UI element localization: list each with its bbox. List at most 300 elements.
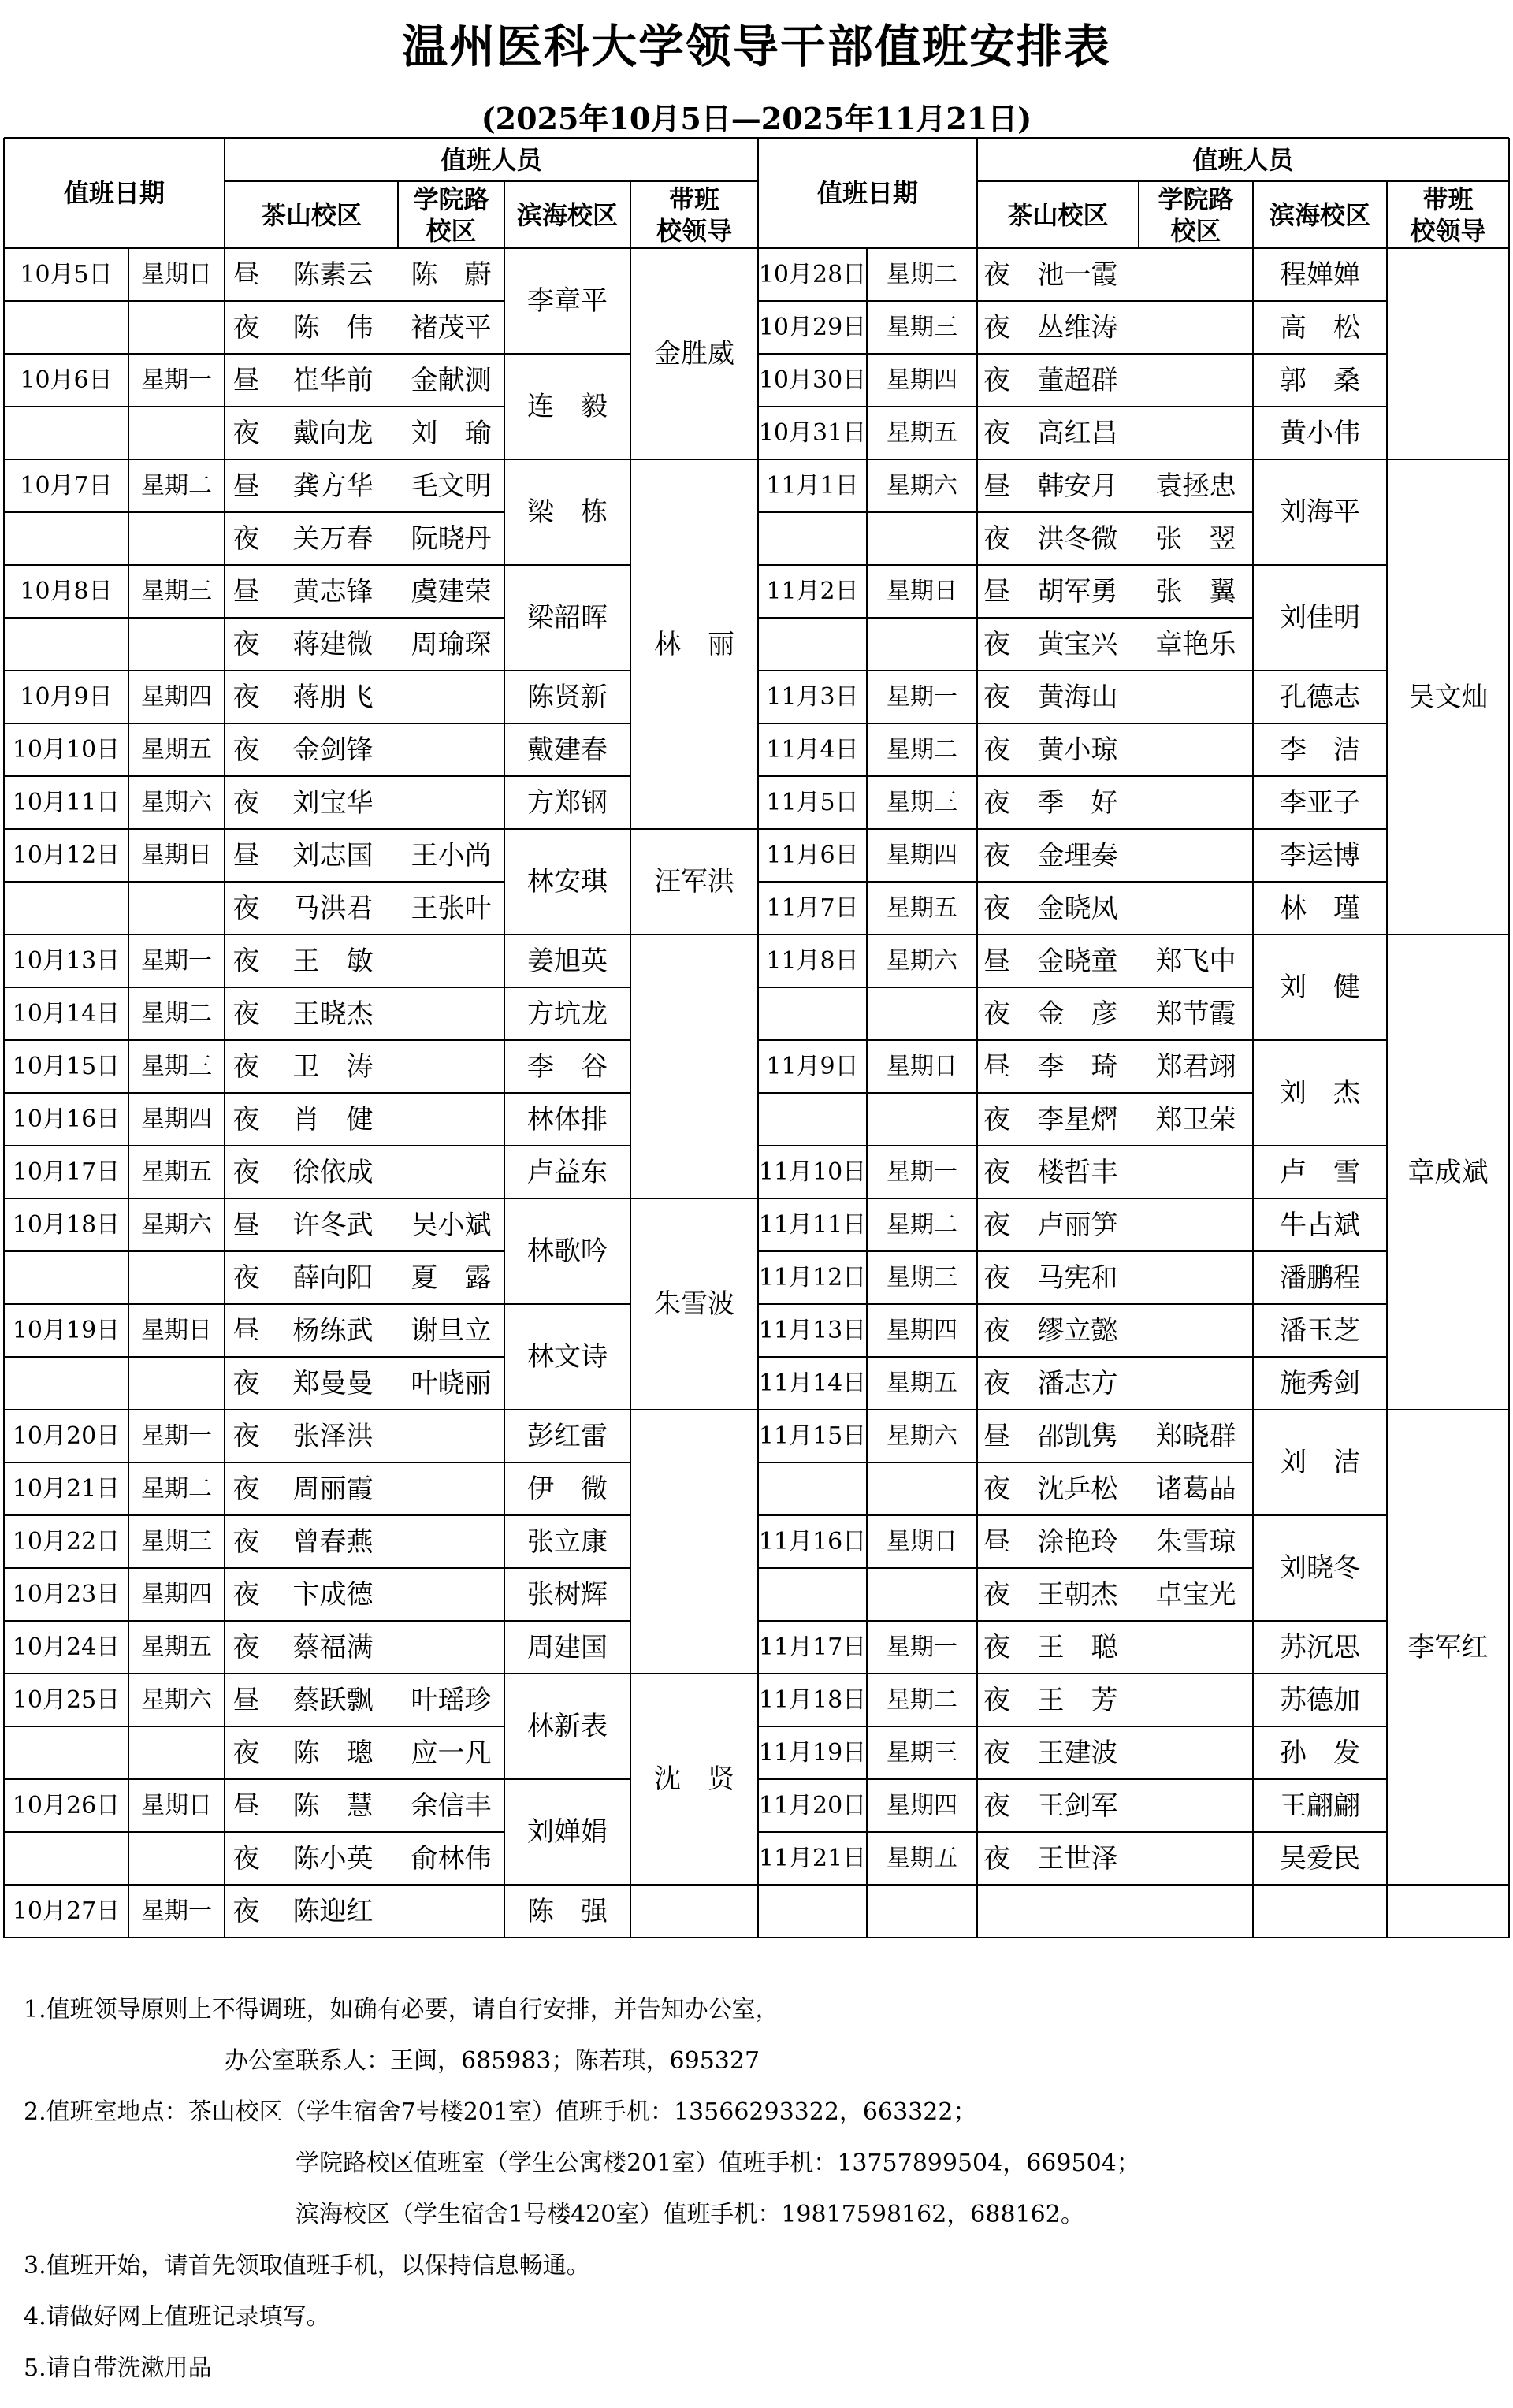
xueyuanlu-staff [398,1093,504,1146]
xueyuanlu-staff: 郑君翊 [1155,1050,1236,1083]
shift: 夜 [983,417,1010,449]
header-duty-date: 值班日期 [816,178,918,208]
xueyuanlu-staff: 周瑜琛 [411,628,492,660]
shift: 夜 [983,1262,1010,1294]
duty-date: 10月18日 [12,1210,121,1239]
chashan-staff: 陈素云 [292,258,374,291]
shift: 夜 [232,734,260,766]
shift: 夜 [983,1631,1010,1663]
shift: 夜 [232,945,260,977]
shift: 夜 [983,892,1010,924]
shift: 夜 [232,1050,260,1083]
leader-on-duty: 金胜威 [654,338,734,370]
chashan-staff: 王朝杰 [1037,1578,1118,1611]
weekday: 星期五 [887,418,957,447]
weekday: 星期五 [887,894,957,922]
weekday: 星期四 [141,1105,212,1133]
header-binhai: 滨海校区 [516,199,618,230]
xueyuanlu-staff: 吴小斌 [411,1209,492,1241]
weekday [867,512,977,565]
shift: 夜 [983,258,1010,291]
weekday: 星期三 [887,1738,957,1767]
weekday: 星期日 [887,1052,957,1080]
duty-date: 11月15日 [758,1421,867,1450]
weekday: 星期日 [141,260,212,288]
weekday: 星期一 [141,1897,212,1925]
note-line: 5.请自带洗漱用品 [24,2354,212,2382]
leader-on-duty: 汪军洪 [654,866,734,897]
chashan-staff: 蒋朋飞 [292,681,374,713]
shift: 昼 [232,839,260,871]
binhai-staff: 刘 洁 [1280,1447,1360,1478]
duty-date: 10月22日 [12,1527,121,1555]
xueyuanlu-staff: 褚茂平 [411,311,492,344]
weekday: 星期四 [141,682,212,711]
note-line: 2.值班室地点：茶山校区（学生宿舍7号楼201室）值班手机：13566293322，663322； [24,2098,977,2126]
weekday: 星期日 [141,1316,212,1344]
chashan-staff: 陈迎红 [292,1895,374,1927]
duty-date: 10月27日 [12,1897,121,1925]
weekday: 星期日 [887,1527,957,1555]
binhai-staff: 彭红雷 [527,1420,608,1452]
duty-date: 11月19日 [758,1738,867,1767]
header-duty-staff: 值班人员 [1192,144,1294,175]
duty-date: 10月7日 [20,471,113,500]
shift: 夜 [232,681,260,713]
chashan-staff: 黄小琼 [1037,734,1118,766]
xueyuanlu-staff [1139,1779,1253,1832]
shift: 夜 [232,628,260,660]
xueyuanlu-staff [398,1515,504,1568]
shift: 夜 [983,1789,1010,1822]
leader-on-duty: 朱雪波 [654,1288,734,1320]
shift: 夜 [232,417,260,449]
weekday: 星期四 [887,366,957,394]
shift: 夜 [232,1156,260,1188]
weekday [867,1885,977,1938]
weekday: 星期五 [887,1369,957,1397]
duty-date: 10月8日 [20,577,113,605]
chashan-staff: 肖 健 [292,1103,374,1135]
chashan-staff: 沈乒松 [1037,1473,1118,1505]
duty-date: 10月19日 [12,1316,121,1344]
chashan-staff: 韩安月 [1037,470,1118,502]
chashan-staff: 金 彦 [1037,998,1118,1030]
xueyuanlu-staff: 金献测 [411,364,492,396]
chashan-staff: 关万春 [292,522,374,555]
leader-on-duty: 沈 贤 [654,1763,734,1795]
duty-date: 11月18日 [758,1685,867,1714]
duty-date [758,618,867,671]
xueyuanlu-staff: 叶晓丽 [411,1367,492,1399]
duty-date [758,1462,867,1515]
weekday: 星期日 [141,841,212,869]
weekday: 星期一 [887,682,957,711]
binhai-staff: 孙 发 [1280,1737,1360,1769]
duty-date: 11月9日 [766,1052,859,1080]
duty-date [4,1832,128,1885]
xueyuanlu-staff [398,723,504,776]
binhai-staff: 孔德志 [1280,681,1360,713]
xueyuanlu-staff [1139,671,1253,723]
weekday [128,1251,225,1304]
weekday: 星期六 [141,788,212,816]
xueyuanlu-staff [1139,1198,1253,1251]
duty-date: 10月16日 [12,1105,121,1133]
weekday [867,618,977,671]
binhai-staff: 梁韶晖 [527,602,608,634]
xueyuanlu-staff [1139,1885,1253,1938]
shift: 夜 [983,1737,1010,1769]
duty-date: 11月16日 [758,1527,867,1555]
binhai-staff: 苏德加 [1280,1684,1360,1716]
binhai-staff: 刘婵娟 [527,1816,608,1848]
binhai-staff: 连 毅 [527,391,608,422]
chashan-staff: 杨练武 [292,1314,374,1347]
xueyuanlu-staff [398,671,504,723]
duty-date: 10月31日 [758,418,867,447]
header-xueyuanlu: 学院路 校区 [413,184,489,246]
shift: 昼 [983,1525,1010,1558]
chashan-staff: 马洪君 [292,892,374,924]
duty-date [4,618,128,671]
xueyuanlu-staff: 卓宝光 [1155,1578,1236,1611]
duty-date: 11月4日 [766,735,859,764]
chashan-staff: 季 好 [1037,786,1118,819]
duty-date: 11月8日 [766,946,859,975]
chashan-staff: 卢丽笋 [1037,1209,1118,1241]
header-duty-date: 值班日期 [63,178,165,208]
weekday [128,1357,225,1410]
duty-date: 11月2日 [766,577,859,605]
weekday: 星期五 [887,1844,957,1872]
duty-date: 10月13日 [12,946,121,975]
shift: 夜 [232,1525,260,1558]
header-chashan: 茶山校区 [260,199,362,230]
weekday: 星期三 [141,1527,212,1555]
binhai-staff: 张立康 [527,1525,608,1558]
weekday [128,407,225,459]
binhai-staff: 林文诗 [527,1341,608,1373]
weekday [867,1462,977,1515]
shift: 夜 [983,998,1010,1030]
chashan-staff: 金晓凤 [1037,892,1118,924]
weekday: 星期三 [887,788,957,816]
binhai-staff: 卢益东 [527,1156,608,1188]
binhai-staff: 郭 桑 [1280,364,1360,396]
shift: 夜 [232,1262,260,1294]
duty-date: 10月17日 [12,1158,121,1186]
xueyuanlu-staff [398,1410,504,1462]
shift: 夜 [983,681,1010,713]
binhai-staff: 潘鹏程 [1280,1262,1360,1294]
duty-date [4,512,128,565]
header-leader: 带班 校领导 [656,184,732,246]
xueyuanlu-staff: 张 翼 [1155,575,1236,608]
duty-date [758,1885,867,1938]
binhai-staff: 吴爱民 [1280,1842,1360,1875]
binhai-staff: 施秀剑 [1280,1367,1360,1399]
weekday [128,301,225,354]
shift: 夜 [232,1842,260,1875]
binhai-staff: 刘 杰 [1280,1077,1360,1109]
duty-date: 10月9日 [20,682,113,711]
weekday: 星期二 [141,471,212,500]
binhai-staff: 戴建春 [527,734,608,766]
binhai-staff: 王翩翩 [1280,1789,1360,1822]
duty-date: 11月12日 [758,1263,867,1291]
xueyuanlu-staff [398,935,504,987]
chashan-staff: 许冬武 [292,1209,374,1241]
binhai-staff: 林 瑾 [1280,892,1360,924]
chashan-staff: 董超群 [1037,364,1118,396]
shift: 夜 [983,1684,1010,1716]
chashan-staff: 王剑军 [1037,1789,1118,1822]
duty-date: 11月20日 [758,1791,867,1819]
weekday: 星期四 [887,841,957,869]
shift: 夜 [983,1578,1010,1611]
weekday: 星期一 [887,1158,957,1186]
duty-date: 11月3日 [766,682,859,711]
xueyuanlu-staff: 章艳乐 [1155,628,1236,660]
leader-on-duty [1387,1885,1509,1938]
xueyuanlu-staff [1139,1304,1253,1357]
chashan-staff: 陈小英 [292,1842,374,1875]
xueyuanlu-staff [1139,1832,1253,1885]
shift: 昼 [983,1050,1010,1083]
weekday: 星期六 [141,1210,212,1239]
header-binhai: 滨海校区 [1269,199,1370,230]
chashan-staff: 李 琦 [1037,1050,1118,1083]
shift: 夜 [983,522,1010,555]
chashan-staff: 黄海山 [1037,681,1118,713]
shift: 夜 [983,734,1010,766]
duty-date [4,1357,128,1410]
duty-date: 10月11日 [12,788,121,816]
header-xueyuanlu: 学院路 校区 [1158,184,1234,246]
chashan-staff: 马宪和 [1037,1262,1118,1294]
duty-date [758,512,867,565]
duty-date: 10月26日 [12,1791,121,1819]
binhai-staff: 林歌吟 [527,1236,608,1267]
note-line: 4.请做好网上值班记录填写。 [24,2303,330,2331]
page-title: 温州医科大学领导干部值班安排表 [401,20,1111,73]
xueyuanlu-staff [1139,1357,1253,1410]
binhai-staff: 陈贤新 [527,681,608,713]
chashan-staff: 戴向龙 [292,417,374,449]
weekday: 星期三 [887,313,957,341]
shift: 夜 [232,1473,260,1505]
chashan-staff: 洪冬微 [1037,522,1118,555]
shift: 昼 [232,575,260,608]
shift: 夜 [232,311,260,344]
xueyuanlu-staff [1139,1674,1253,1726]
binhai-staff: 姜旭英 [527,945,608,977]
weekday: 星期五 [141,735,212,764]
binhai-staff: 程婵婵 [1280,258,1360,291]
shift: 夜 [983,1209,1010,1241]
binhai-staff: 刘晓冬 [1280,1552,1360,1584]
shift: 昼 [983,1420,1010,1452]
weekday [128,618,225,671]
duty-date: 10月28日 [758,260,867,288]
leader-on-duty [630,1410,758,1674]
xueyuanlu-staff: 朱雪琼 [1155,1525,1236,1558]
chashan-staff: 金理奏 [1037,839,1118,871]
shift: 夜 [232,786,260,819]
chashan-staff: 高红昌 [1037,417,1118,449]
chashan-staff: 崔华前 [292,364,374,396]
chashan-staff: 胡军勇 [1037,575,1118,608]
shift: 夜 [983,1314,1010,1347]
duty-date [4,407,128,459]
duty-date: 11月1日 [766,471,859,500]
chashan-staff: 卞成德 [292,1578,374,1611]
xueyuanlu-staff: 郑节霞 [1155,998,1236,1030]
xueyuanlu-staff: 毛文明 [411,470,492,502]
chashan-staff: 金晓童 [1037,945,1118,977]
note-line: 学院路校区值班室（学生公寓楼201室）值班手机：13757899504，669504； [296,2150,1140,2177]
chashan-staff: 池一霞 [1037,258,1118,291]
chashan-staff: 王 聪 [1037,1631,1118,1663]
shift: 夜 [983,1156,1010,1188]
leader-on-duty: 章成斌 [1407,1156,1489,1188]
duty-date [4,1726,128,1779]
xueyuanlu-staff: 郑飞中 [1155,945,1236,977]
duty-date: 10月29日 [758,313,867,341]
xueyuanlu-staff [398,1568,504,1621]
header-duty-staff: 值班人员 [441,144,542,175]
weekday: 星期一 [141,366,212,394]
xueyuanlu-staff [1139,1621,1253,1674]
shift: 夜 [232,1631,260,1663]
duty-date: 10月12日 [12,841,121,869]
duty-date: 10月20日 [12,1421,121,1450]
binhai-staff: 林体排 [527,1103,608,1135]
binhai-staff: 伊 微 [527,1473,608,1505]
shift: 夜 [232,892,260,924]
xueyuanlu-staff [1139,723,1253,776]
xueyuanlu-staff [1139,776,1253,829]
duty-date [4,882,128,935]
chashan-staff: 陈 慧 [292,1789,374,1822]
chashan-staff: 缪立懿 [1037,1314,1118,1347]
chashan-staff: 郑曼曼 [292,1367,374,1399]
chashan-staff: 张泽洪 [292,1420,374,1452]
duty-date: 11月13日 [758,1316,867,1344]
shift: 夜 [983,1367,1010,1399]
note-line: 办公室联系人：王闽，685983；陈若琪，695327 [225,2047,760,2075]
chashan-staff: 周丽霞 [292,1473,374,1505]
date-range-subtitle: (2025年10月5日—2025年11月21日) [481,101,1032,136]
duty-date: 10月5日 [20,260,113,288]
chashan-staff: 蔡跃飘 [292,1684,374,1716]
shift: 夜 [232,1895,260,1927]
weekday: 星期二 [887,1210,957,1239]
shift: 昼 [983,470,1010,502]
weekday [867,987,977,1040]
duty-date: 10月30日 [758,366,867,394]
chashan-staff: 徐依成 [292,1156,374,1188]
weekday: 星期二 [887,735,957,764]
xueyuanlu-staff: 阮晓丹 [411,522,492,555]
shift: 夜 [983,839,1010,871]
shift: 昼 [232,364,260,396]
xueyuanlu-staff [1139,882,1253,935]
xueyuanlu-staff [398,987,504,1040]
shift: 昼 [232,258,260,291]
duty-date [4,301,128,354]
binhai-staff: 周建国 [527,1631,608,1663]
duty-date: 10月23日 [12,1580,121,1608]
binhai-staff: 刘 健 [1280,972,1360,1003]
binhai-staff: 李 谷 [527,1050,608,1083]
weekday [867,1093,977,1146]
xueyuanlu-staff [1139,354,1253,407]
shift: 夜 [232,1578,260,1611]
chashan-staff: 潘志方 [1037,1367,1118,1399]
leader-on-duty: 林 丽 [654,628,734,660]
xueyuanlu-staff: 俞林伟 [411,1842,492,1875]
weekday: 星期四 [887,1316,957,1344]
weekday [867,1568,977,1621]
duty-date: 11月14日 [758,1369,867,1397]
shift: 夜 [232,1737,260,1769]
chashan-staff: 丛维涛 [1037,311,1118,344]
weekday: 星期一 [887,1633,957,1661]
shift [977,1885,1017,1938]
weekday: 星期二 [141,999,212,1027]
leader-on-duty [630,935,758,1198]
shift: 昼 [983,575,1010,608]
shift: 夜 [983,364,1010,396]
chashan-staff: 刘宝华 [292,786,374,819]
xueyuanlu-staff: 陈 蔚 [411,258,492,291]
leader-on-duty: 吴文灿 [1407,681,1489,713]
weekday: 星期日 [141,1791,212,1819]
xueyuanlu-staff: 王小尚 [411,839,492,871]
shift: 夜 [232,1367,260,1399]
chashan-staff [1017,1885,1139,1938]
chashan-staff: 王 敏 [292,945,374,977]
shift: 昼 [232,1314,260,1347]
shift: 夜 [983,1473,1010,1505]
xueyuanlu-staff: 余信丰 [411,1789,492,1822]
weekday: 星期二 [141,1474,212,1503]
xueyuanlu-staff: 叶瑶珍 [411,1684,492,1716]
xueyuanlu-staff: 虞建荣 [411,575,492,608]
chashan-staff: 龚方华 [292,470,374,502]
xueyuanlu-staff [398,776,504,829]
xueyuanlu-staff [1139,1726,1253,1779]
chashan-staff: 王世泽 [1037,1842,1118,1875]
weekday: 星期六 [887,946,957,975]
chashan-staff: 陈 璁 [292,1737,374,1769]
shift: 昼 [232,1209,260,1241]
xueyuanlu-staff: 诸葛晶 [1155,1473,1236,1505]
binhai-staff [1253,1885,1387,1938]
header-chashan: 茶山校区 [1007,199,1109,230]
binhai-staff: 牛占斌 [1280,1209,1360,1241]
weekday: 星期一 [141,946,212,975]
duty-date [758,987,867,1040]
shift: 夜 [232,998,260,1030]
shift: 夜 [983,311,1010,344]
xueyuanlu-staff [398,1621,504,1674]
duty-date [4,1251,128,1304]
duty-date: 11月17日 [758,1633,867,1661]
duty-date: 10月24日 [12,1633,121,1661]
